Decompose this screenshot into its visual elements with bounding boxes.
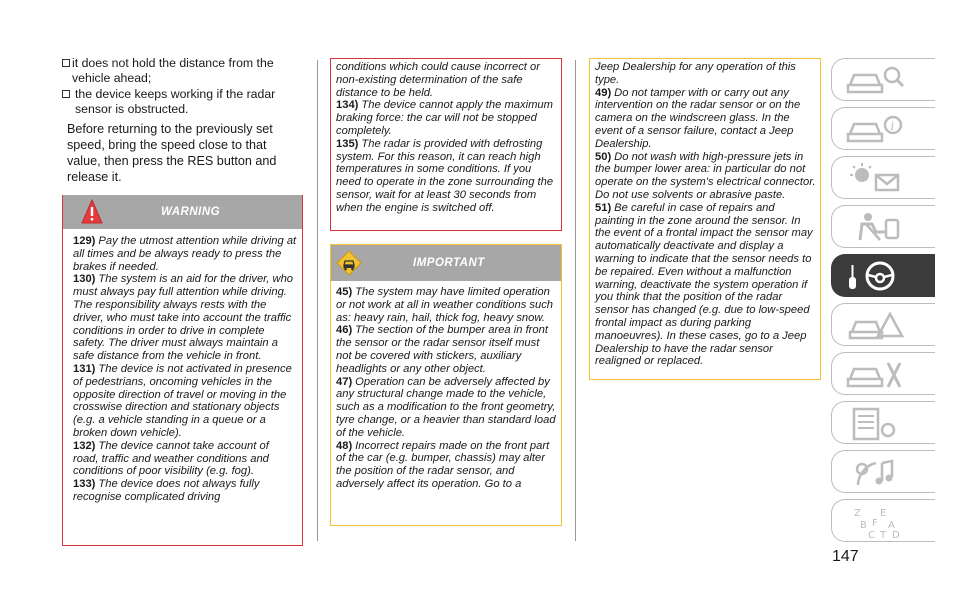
important-header	[331, 245, 561, 281]
note-item: 46) The section of the bumper area in front the sensor or the radar sensor itself must not be covered with stickers, auxiliary headlights or any other object.	[336, 324, 548, 375]
tab-in-an-emergency[interactable]	[831, 303, 935, 346]
tab-dashboard[interactable]	[831, 107, 935, 150]
note-item: 131) The device is not activated in presence of pedestrians, oncoming vehicles in the opposite direction of travel or moving in the crosswise direction and stationary objects (e.g. a vehicle standing in a queue or a broken down vehicle).	[73, 362, 292, 439]
svg-text:F: F	[872, 518, 878, 529]
tab-car-knowledge[interactable]	[831, 58, 935, 101]
svg-text:T: T	[880, 530, 887, 540]
warning-notes	[63, 229, 302, 504]
note-item: 48) Incorrect repairs made on the front part of the car (e.g. bumper, chassis) may alter the position of the radar sensor, and adversely affect its operation. Go to a	[336, 439, 550, 490]
alphabetical-index-icon	[846, 504, 906, 540]
list-item: it does not hold the distance from the vehicle ahead;	[62, 56, 302, 87]
note-item: 45) The system may have limited operation or not work at all in weather conditions such as: heavy rain, hail, thick fog, heavy snow.	[336, 286, 554, 324]
car-magnifier-icon	[846, 63, 906, 99]
tab-multimedia[interactable]	[831, 450, 935, 493]
svg-text:A: A	[888, 520, 895, 531]
note-item: 132) The device cannot take account of road, traffic and weather conditions and conditions of poor visibility (e.g. fog).	[73, 439, 269, 478]
multimedia-icon	[846, 455, 906, 491]
note-lead: conditions which could cause incorrect or non-existing determination of the safe distance to be held.	[336, 61, 540, 99]
column-1-intro	[62, 56, 302, 185]
note-item: 129) Pay the utmost attention while driving at all times and be always ready to press the brakes if needed.	[73, 235, 297, 273]
tab-starting-and-driving[interactable]	[831, 254, 935, 297]
important-label: IMPORTANT	[413, 257, 485, 269]
svg-text:C: C	[868, 530, 875, 540]
warning-box-continued	[330, 58, 562, 231]
list-item: the device keeps working if the radar sensor is obstructed.	[62, 87, 302, 118]
warning-notes-continued	[331, 59, 561, 215]
svg-text:B: B	[860, 520, 867, 531]
body-paragraph: Before returning to the previously set speed, bring the speed close to that value, then press the RES button and release it.	[67, 122, 277, 185]
car-info-icon	[846, 112, 906, 148]
tab-servicing[interactable]	[831, 352, 935, 395]
svg-text:D: D	[892, 530, 900, 540]
technical-data-icon	[846, 406, 906, 442]
square-bullet-icon	[62, 90, 70, 98]
tab-warning-lights[interactable]	[831, 156, 935, 199]
important-box-continued	[589, 58, 821, 380]
tab-index[interactable]	[831, 499, 935, 542]
important-box	[330, 244, 562, 526]
note-item: 51) Be careful in case of repairs and painting in the zone around the sensor. In the event of a frontal impact the sensor may automatically deactivate and display a warning to indicate that the sensor needs to be repaired. Even without a malfunction warning, deactivate the system operation if you think that the position of the radar sensor has changed (e.g. due to low-speed frontal impact as during parking manoeuvres). In these cases, go to a Jeep Dealership to have the radar sensor realigned or replaced.	[595, 201, 813, 368]
column-divider	[317, 60, 318, 541]
page-number: 147	[832, 548, 859, 565]
warning-label: WARNING	[161, 206, 221, 218]
note-item: 135) The radar is provided with defrosting system. For this reason, it can reach high temperatures in some conditions. If you need to operate in the zone surrounding the sensor, wait for at least 30 seconds from when the engine is switched off.	[336, 137, 554, 214]
seat-safety-icon	[846, 210, 906, 246]
warning-box	[62, 195, 303, 546]
note-item: 134) The device cannot apply the maximum braking force: the car will not be stopped completely.	[336, 99, 553, 137]
tab-technical-data[interactable]	[831, 401, 935, 444]
car-caution-icon	[336, 250, 362, 276]
important-notes	[331, 281, 561, 491]
key-steering-wheel-icon	[846, 259, 906, 295]
note-item: 133) The device does not always fully recognise complicated driving	[73, 478, 260, 503]
warning-header	[63, 195, 302, 229]
note-lead: Jeep Dealership for any operation of this type.	[595, 61, 796, 86]
warning-lights-icon	[846, 161, 906, 197]
note-item: 49) Do not tamper with or carry out any intervention on the radar sensor or on the camera on the windscreen glass. In the event of a sensor failure, contact a Jeep Dealership.	[595, 86, 801, 150]
svg-text:E: E	[880, 508, 887, 519]
note-item: 130) The system is an aid for the driver, who must always pay full attention while driving. The responsibility always rests with the driver, who must take into account the traffic conditions in order to drive in complete safety. The driver must always maintain a safe distance from the vehicle in front.	[73, 273, 294, 363]
important-notes-continued	[590, 59, 820, 368]
svg-text:i: i	[890, 119, 895, 133]
square-bullet-icon	[62, 59, 70, 67]
car-warning-icon	[846, 308, 906, 344]
car-wrench-icon	[846, 357, 906, 393]
note-item: 50) Do not wash with high-pressure jets in the bumper lower area: in particular do not operate on the system's electrical connector. Do not use solvents or abrasive paste.	[595, 150, 816, 201]
tab-safety[interactable]	[831, 205, 935, 248]
note-item: 47) Operation can be adversely affected by any structural change made to the vehicle, such as a modification to the front geometry, tyre change, or a heavier than standard load of the vehicle.	[336, 375, 556, 439]
column-divider	[575, 60, 576, 541]
warning-triangle-icon	[81, 199, 103, 225]
svg-text:Z: Z	[854, 508, 861, 519]
